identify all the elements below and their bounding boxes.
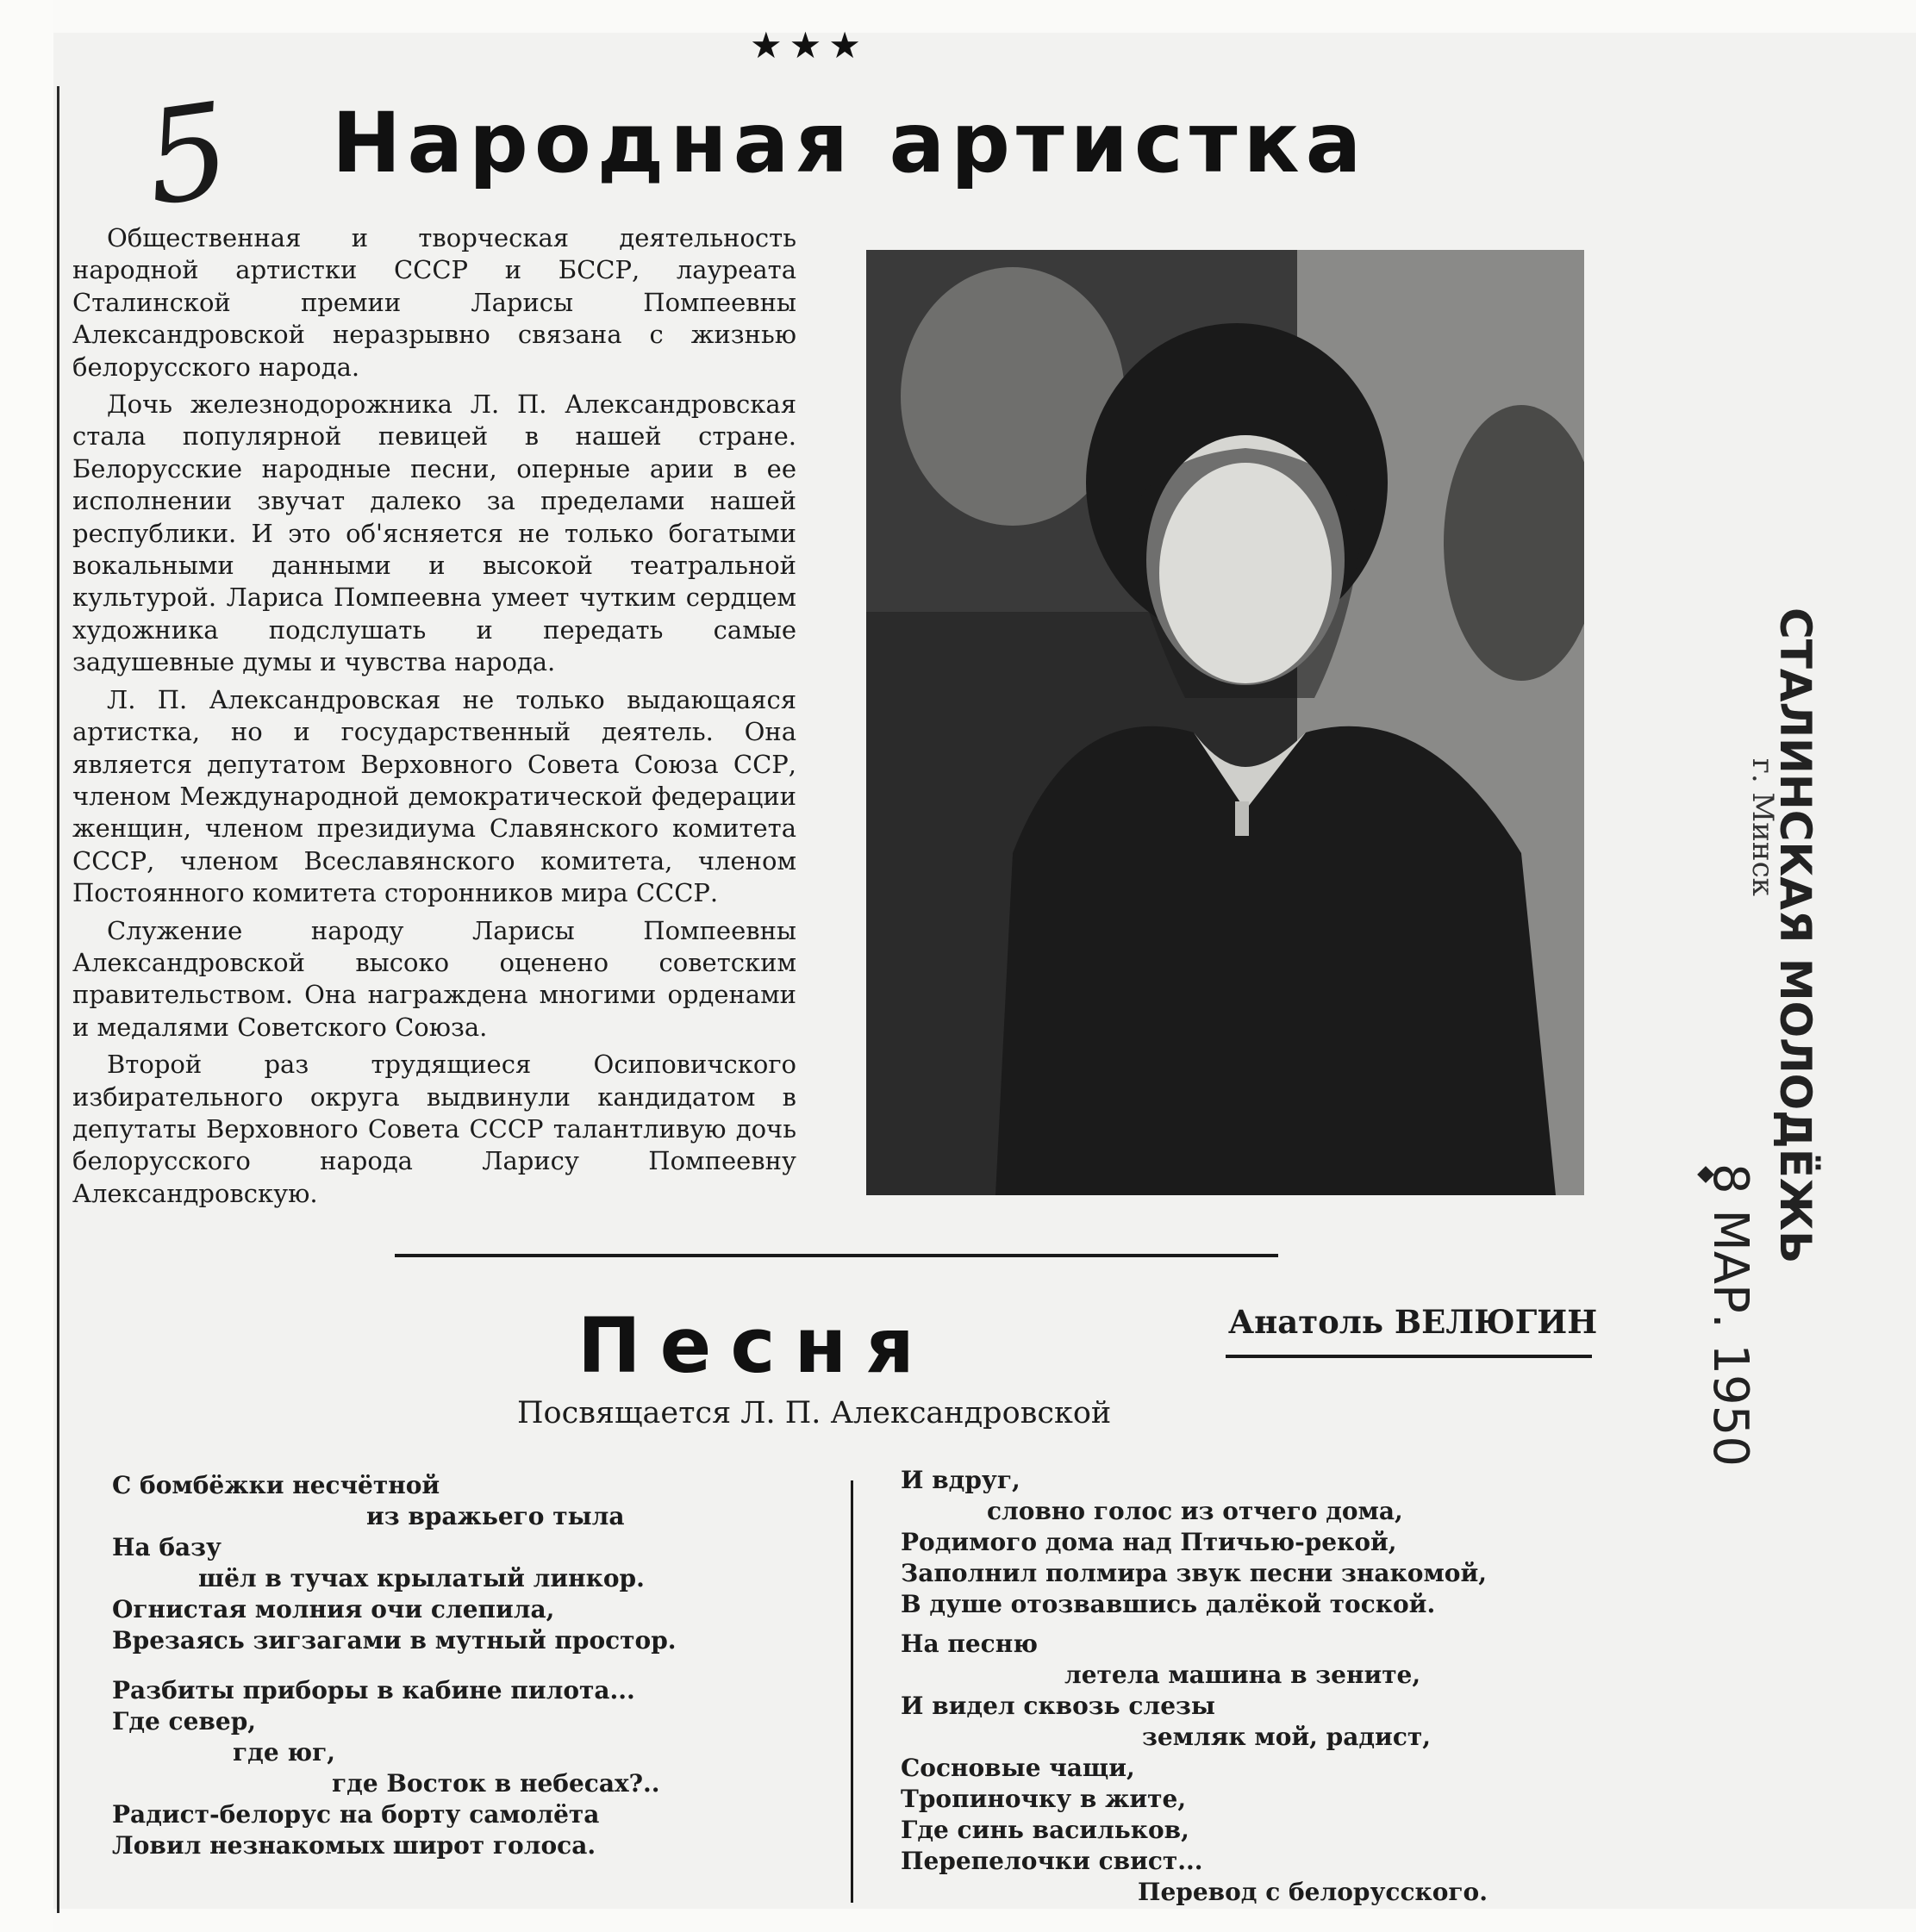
handwritten-number: 5 (136, 75, 240, 235)
author-underline (1226, 1355, 1592, 1358)
stamp-date: 8 МАР. 1950 (1702, 1163, 1758, 1467)
header-stars: ★★★ (750, 24, 868, 66)
portrait-illustration (866, 250, 1584, 1195)
poem-line: где Восток в небесах?.. (332, 1769, 660, 1798)
article-paragraph: Служение народу Ларисы Помпеевны Александровской высоко оценено советским правительством. Она награждена многими орденами и медалями Советского Союза. (72, 915, 796, 1042)
newspaper-stamp: СТАЛИНСКАЯ МОЛОДЁЖЬ (1770, 608, 1820, 1264)
section-divider (395, 1254, 1278, 1257)
stamp-city: г. Минск (1745, 758, 1780, 896)
poem-line: Радист-белорус на борту самолёта (112, 1800, 600, 1829)
article-paragraph: Второй раз трудящиеся Осиповичского избирательного округа выдвинули кандидатом в депутаты Верховного Совета СССР талантливую дочь белорусского народа Ларису Помпеевну Александровскую. (72, 1050, 796, 1208)
poem-line: из вражьего тыла (366, 1502, 625, 1530)
poem-line: Родимого дома над Птичью-рекой, (901, 1528, 1397, 1556)
poem-line: На песню (901, 1630, 1038, 1658)
poem-column-left (112, 1470, 677, 1861)
article-title: Народная артистка (332, 95, 1368, 191)
poem-line: Где синь васильков, (901, 1816, 1189, 1844)
article-paragraph: Л. П. Александровская не только выдающаяся артистка, но и государственный деятель. Она является депутатом Верховного Совета Союза ССР, членом Международной демократической федерации женщин, членом президиума Славянского комитета СССР, членом Всеславянского комитета, членом Постоянного комитета сторонников мира СССР. (72, 684, 796, 908)
poem-line: Заполнил полмира звук песни знакомой, (901, 1559, 1487, 1587)
poem-line: Ловил незнакомых широт голоса. (112, 1831, 596, 1860)
portrait-photo (866, 250, 1584, 1195)
poem-line: шёл в тучах крылатый линкор. (198, 1564, 645, 1592)
poem-title: Песня (577, 1301, 933, 1390)
poem-line: Врезаясь зигзагами в мутный простор. (112, 1626, 677, 1655)
poem-line: На базу (112, 1533, 222, 1561)
poem-line: И вдруг, (901, 1466, 1020, 1494)
poem-line: Перепелочки свист... (901, 1847, 1203, 1875)
page-edge-top (0, 0, 1916, 33)
poem-dedication: Посвящается Л. П. Александровской (517, 1396, 1112, 1430)
poem-line: Где север, (112, 1707, 257, 1736)
poem-line: летела машина в зените, (1064, 1661, 1421, 1689)
article-body (72, 222, 796, 1215)
page-edge-bottom (0, 1909, 1916, 1932)
poem-line: С бомбёжки несчётной (112, 1471, 440, 1499)
page-edge-left (0, 0, 53, 1932)
poem-column-divider (851, 1480, 853, 1903)
poem-line: Разбиты приборы в кабине пилота... (112, 1676, 635, 1705)
poem-line: словно голос из отчего дома, (987, 1497, 1403, 1525)
poem-line: Сосновые чащи, (901, 1754, 1135, 1782)
poem-line: Огнистая молния очи слепила, (112, 1595, 555, 1624)
clipping-border-line (57, 86, 59, 1913)
article-paragraph: Дочь железнодорожника Л. П. Александровская стала популярной певицей в нашей стране. Белорусские народные песни, оперные арии в ее исполнении звучат далеко за пределами нашей республики. И это об'ясняется не только богатыми вокальными данными и высокой театральной культурой. Лариса Помпеевна умеет чутким сердцем художника подслушать и передать самые задушевные думы и чувства народа. (72, 390, 796, 677)
translation-note: Перевод с белорусского. (1138, 1878, 1488, 1906)
poem-line: И видел сквозь слезы (901, 1692, 1215, 1720)
poem-column-right (901, 1465, 1488, 1908)
poem-line: земляк мой, радист, (1142, 1723, 1431, 1751)
poem-author: Анатоль ВЕЛЮГИН (1228, 1303, 1598, 1341)
poem-line: В душе отозвавшись далёкой тоской. (901, 1590, 1436, 1618)
article-paragraph: Общественная и творческая деятельность народной артистки СССР и БССР, лауреата Сталинской премии Ларисы Помпеевны Александровской неразрывно связана с жизнью белорусского народа. (72, 223, 796, 382)
poem-line: Тропиночку в жите, (901, 1785, 1187, 1813)
poem-line: где юг, (233, 1738, 335, 1767)
